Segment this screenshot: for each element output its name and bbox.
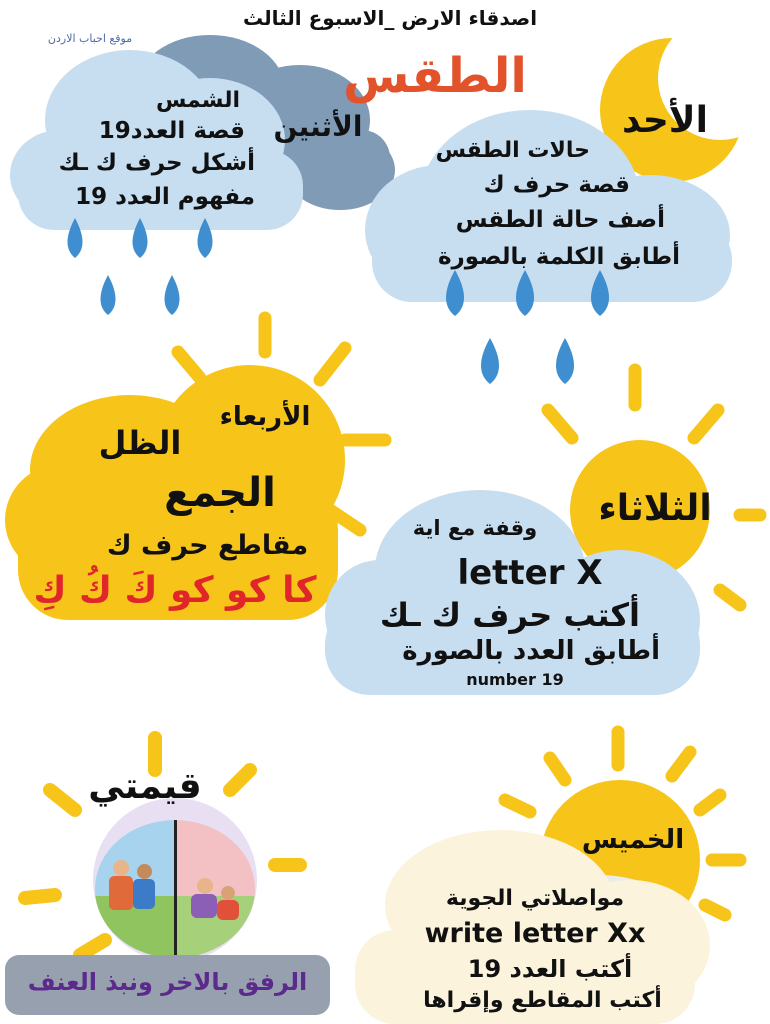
monday-item-3: أشكل حرف ك ـك [58,150,255,176]
thursday-item-4: أكتب المقاطع وإقراها [423,988,662,1013]
scene-right [177,820,255,958]
thursday-item-3: أكتب العدد 19 [467,955,633,983]
watermark: موقع احباب الاردن [47,32,133,45]
boy-figure-icon [137,864,152,879]
sunday-item-3: أصف حالة الطقس [455,207,665,233]
wednesday-syllables: كا كو كو كَ كُ كِ [33,570,317,611]
tuesday-item-3: أكتب حرف ك ـك [379,596,640,634]
sunday-item-4: أطابق الكلمة بالصورة [437,244,680,270]
day-monday: الأثنين [273,110,363,143]
wednesday-item-3: مقاطع حرف ك [106,530,309,561]
boy-figure-icon [113,860,129,876]
tuesday-item-5: number 19 [466,670,564,689]
monday-item-2: قصة العدد19 [98,118,245,144]
page-title: اصدقاء الارض _الاسبوع الثالث [242,6,538,30]
sunday-item-2: قصة حرف ك [483,172,630,198]
wednesday-item-2: الجمع [164,470,276,516]
tuesday-item-1: وقفة مع اية [412,516,538,540]
tuesday-item-2: letter X [457,553,603,593]
wednesday-item-1: الظل [98,424,182,462]
day-sunday: الأحد [622,100,708,141]
monday-item-1: الشمس [155,88,240,113]
tuesday-item-4: أطابق العدد بالصورة [402,636,660,666]
value-picture [95,820,255,958]
value-title: قيمتي [88,766,202,807]
monday-raindrops-icon [68,218,213,315]
sunday-item-1: حالات الطقس [435,138,590,163]
day-tuesday: الثلاثاء [598,488,712,529]
day-wednesday: الأربعاء [219,402,311,432]
theme-title: الطقس [343,48,527,104]
value-caption: الرفق بالاخر ونبذ العنف [27,968,308,996]
scene-left [95,820,175,958]
girl-figure-icon [197,878,213,894]
girl-figure-icon [221,886,235,900]
day-thursday: الخميس [581,825,685,855]
monday-item-4: مفهوم العدد 19 [75,184,255,210]
thursday-item-1: مواصلاتي الجوية [445,886,625,911]
thursday-item-2: write letter Xx [424,918,646,949]
